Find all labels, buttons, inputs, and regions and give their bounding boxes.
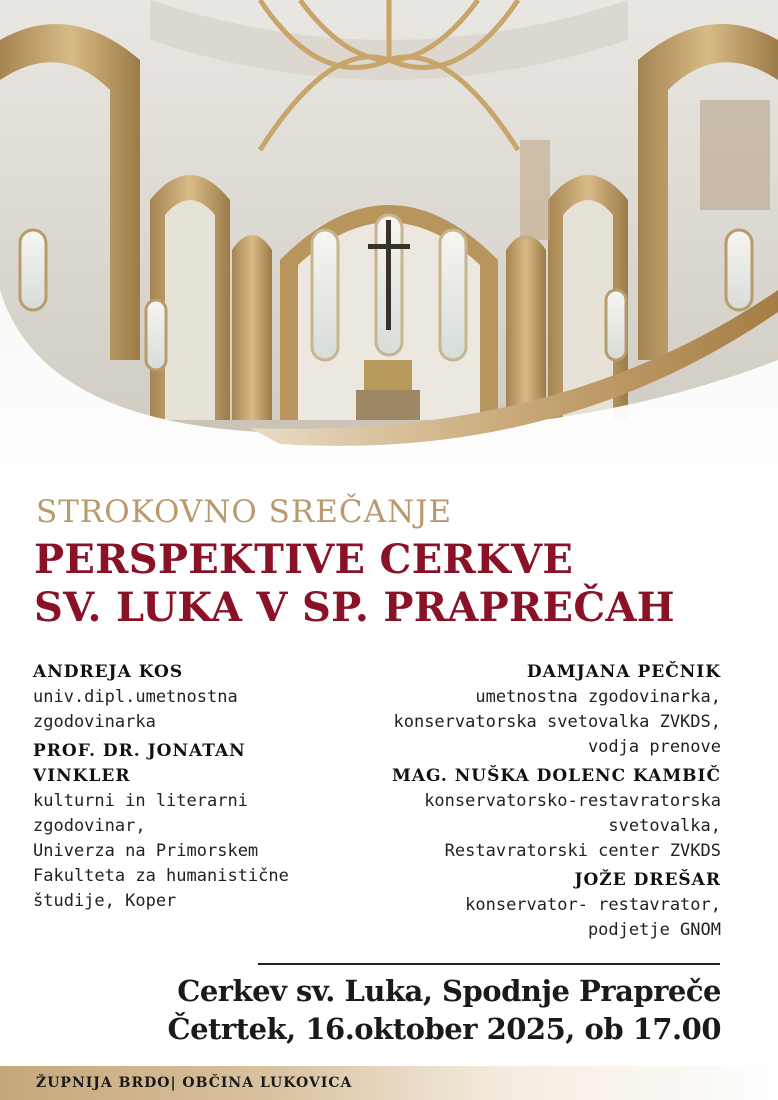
speaker-role-line: Fakulteta za humanistične — [33, 866, 289, 886]
speaker-name-line: VINKLER — [33, 766, 131, 786]
speakers-right-column — [301, 660, 721, 947]
speaker-role-line: Restavratorski center ZVKDS — [444, 841, 721, 861]
speaker-role-line: zgodovinar, — [33, 816, 146, 836]
speaker-role-line: podjetje GNOM — [587, 920, 721, 940]
footer-bar — [0, 1066, 778, 1100]
speaker-name: MAG. NUŠKA DOLENC KAMBIČ — [392, 766, 721, 786]
church-interior-illustration — [0, 0, 778, 470]
hero-church-photo — [0, 0, 778, 470]
speaker-role-line: kulturni in literarni — [33, 791, 248, 811]
event-venue-block — [168, 972, 722, 1048]
speaker-role-line: univ.dipl.umetnostna — [33, 687, 238, 707]
speaker-role-line: konservator- restavrator, — [465, 895, 721, 915]
speaker-role-line: Univerza na Primorskem — [33, 841, 259, 861]
speaker-name: ANDREJA KOS — [33, 662, 184, 682]
speaker-role-line: svetovalka, — [608, 816, 721, 836]
speaker-role-line: konservatorsko-restavratorska — [424, 791, 721, 811]
speaker-name-line: PROF. DR. JONATAN — [33, 741, 246, 761]
speaker-role-line: vodja prenove — [587, 737, 721, 757]
event-location: Cerkev sv. Luka, Spodnje Prapreče — [177, 974, 721, 1008]
speaker-name: DAMJANA PEČNIK — [526, 662, 721, 682]
speaker-role-line: umetnostna zgodovinarka, — [475, 687, 721, 707]
speaker-nuska-dolenc-kambic — [301, 764, 721, 864]
event-title — [34, 536, 675, 632]
event-datetime: Četrtek, 16.oktober 2025, ob 17.00 — [167, 1012, 721, 1046]
footer-organizers: ŽUPNIJA BRDO| OBČINA LUKOVICA — [36, 1075, 353, 1091]
speaker-role-line: konservatorska svetovalka ZVKDS, — [393, 712, 721, 732]
speaker-damjana-pecnik — [301, 660, 721, 760]
event-title-line-2: SV. LUKA V SP. PRAPREČAH — [34, 584, 675, 631]
event-title-line-1: PERSPEKTIVE CERKVE — [34, 536, 574, 583]
speaker-name: JOŽE DREŠAR — [574, 870, 721, 890]
speaker-joze-dresar — [301, 868, 721, 943]
event-kicker: STROKOVNO SREČANJE — [36, 494, 453, 530]
divider-line — [258, 963, 720, 965]
speaker-role-line: zgodovinarka — [33, 712, 156, 732]
speaker-role-line: študije, Koper — [33, 891, 177, 911]
